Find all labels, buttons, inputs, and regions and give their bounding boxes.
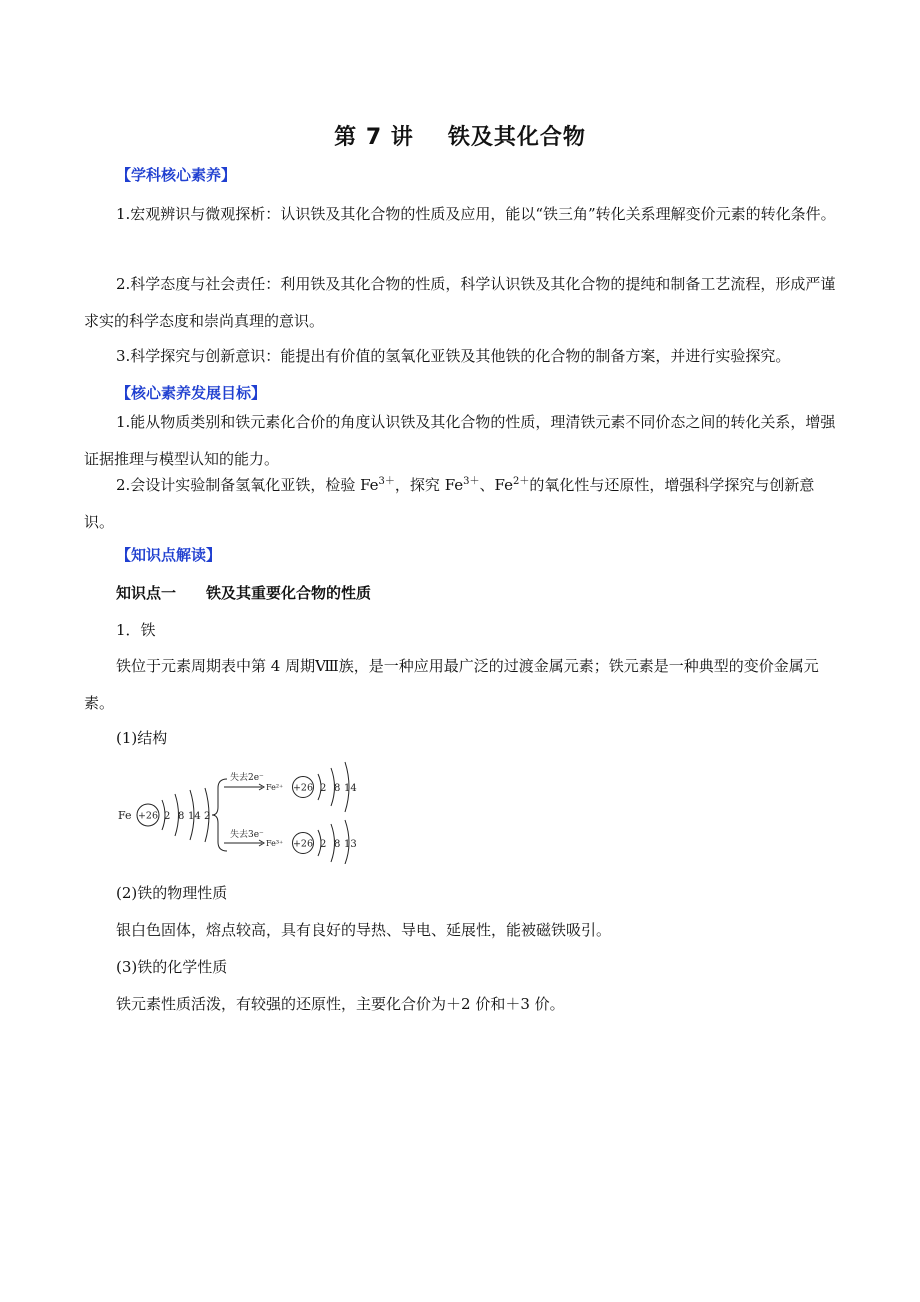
fe3-ion-label: Fe³⁺: [266, 839, 284, 848]
iron-intro: 铁位于元素周期表中第 4 周期Ⅷ族，是一种应用最广泛的过渡金属元素；铁元素是一种典型的变价金属元素。: [84, 657, 819, 712]
fe3-shell-2: 8: [334, 839, 341, 850]
goal-item-1: 1.能从物质类别和铁元素化合价的角度认识铁及其化合物的性质，理清铁元素不同价态之间的转化关系，增强证据推理与模型认知的能力。: [84, 413, 836, 468]
chemical-properties-text: 铁元素性质活泼，有较强的还原性，主要化合价为＋2 价和＋3 价。: [116, 995, 565, 1013]
fe-shell-2: 8: [178, 811, 185, 822]
fe2-shell-3: 14: [344, 783, 357, 794]
fe-atom-label: Fe: [118, 809, 132, 822]
lose-3e-label: 失去3e⁻: [230, 830, 264, 840]
lesson-topic: 铁及其化合物: [447, 125, 586, 150]
section-heading-goals: 【核心素养发展目标】: [116, 384, 267, 402]
electron-structure-diagram: [112, 758, 372, 864]
lesson-number: 第 7 讲: [334, 125, 414, 150]
core-literacy-item-1: 1.宏观辨识与微观探析：认识铁及其化合物的性质及应用，能以“铁三角”转化关系理解变价元素的转化条件。: [116, 205, 836, 223]
subheading-iron: 1．铁: [116, 621, 156, 639]
nucleus-charge: +26: [137, 810, 159, 822]
physical-properties-label: (2)铁的物理性质: [116, 884, 228, 902]
chemical-properties-label: (3)铁的化学性质: [116, 958, 228, 976]
section-heading-core-literacy: 【学科核心素养】: [116, 166, 237, 184]
goal-item-2: 2.会设计实验制备氢氧化亚铁，检验 $Fe^{3+}$，探究 $Fe^{3+}$、$Fe^{2+}$的氧化性与还原性，增强科学探究与创新意识。: [84, 476, 815, 531]
core-literacy-item-3: 3.科学探究与创新意识：能提出有价值的氢氧化亚铁及其他铁的化合物的制备方案，并进行实验探究。: [116, 347, 791, 365]
fe-shell-1: 2: [164, 811, 171, 822]
fe-shell-4: 2: [204, 811, 211, 822]
section-heading-knowledge: 【知识点解读】: [116, 546, 222, 564]
lose-2e-label: 失去2e⁻: [230, 773, 264, 783]
fe2-shell-2: 8: [334, 783, 341, 794]
fe2-shell-1: 2: [320, 783, 327, 794]
structure-label: (1)结构: [116, 729, 168, 747]
fe-shell-3: 14: [188, 811, 201, 822]
fe3-nucleus-charge: +26: [292, 838, 314, 850]
physical-properties-text: 银白色固体，熔点较高，具有良好的导热、导电、延展性，能被磁铁吸引。: [116, 921, 612, 939]
fe2-nucleus-charge: +26: [292, 782, 314, 794]
fe2-ion-label: Fe²⁺: [266, 783, 284, 792]
core-literacy-item-2: 2.科学态度与社会责任：利用铁及其化合物的性质，科学认识铁及其化合物的提纯和制备工艺流程，形成严谨求实的科学态度和崇尚真理的意识。: [84, 275, 836, 330]
branch-brace: [212, 779, 227, 851]
page-title: [0, 120, 920, 151]
fe3-shell-3: 13: [344, 839, 357, 850]
knowledge-point-title: 知识点一 铁及其重要化合物的性质: [116, 584, 372, 602]
fe3-shell-1: 2: [320, 839, 327, 850]
